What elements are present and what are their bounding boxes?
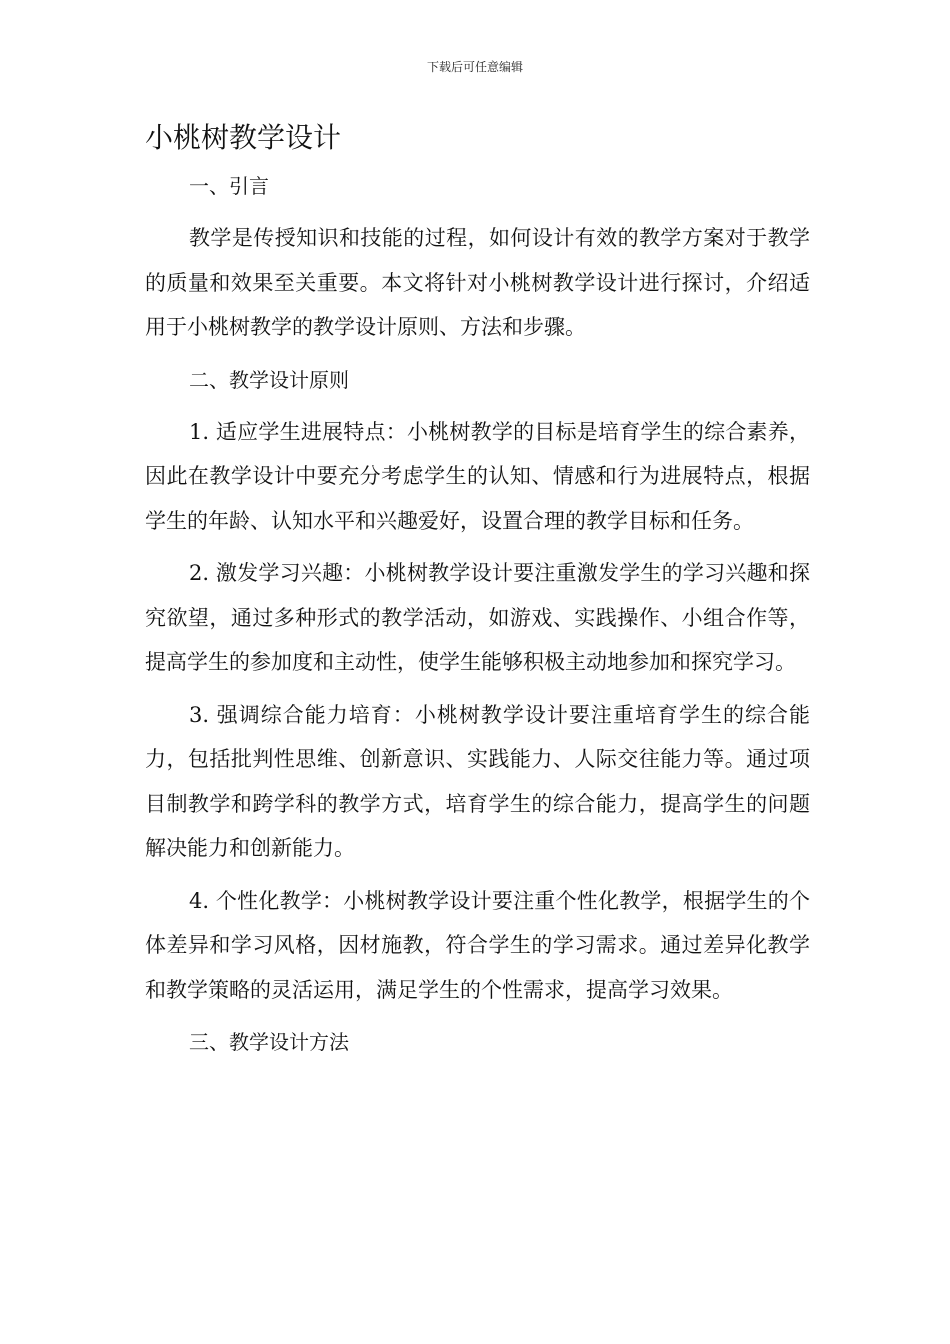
document-body — [145, 160, 810, 1072]
intro-paragraph: 教学是传授知识和技能的过程，如何设计有效的教学方案对于教学的质量和效果至关重要。本文将针对小桃树教学设计进行探讨，介绍适用于小桃树教学的教学设计原则、方法和步骤。 — [145, 226, 810, 339]
page-header-note: 下载后可任意编辑 — [426, 60, 523, 74]
section-heading-principles: 二、教学设计原则 — [189, 367, 349, 392]
section-heading-methods: 三、教学设计方法 — [189, 1030, 349, 1054]
principle-1-paragraph: 1. 适应学生进展特点：小桃树教学的目标是培育学生的综合素养，因此在教学设计中要充分考虑学生的认知、情感和行为进展特点，根据学生的年龄、认知水平和兴趣爱好，设置合理的教学目标和任务。 — [145, 419, 810, 533]
document-title: 小桃树教学设计 — [145, 121, 342, 154]
principle-3-paragraph: 3. 强调综合能力培育：小桃树教学设计要注重培育学生的综合能力，包括批判性思维、创新意识、实践能力、人际交往能力等。通过项目制教学和跨学科的教学方式，培育学生的综合能力，提高学生的问题解决能力和创新能力。 — [145, 702, 810, 860]
principle-4-paragraph: 4. 个性化教学：小桃树教学设计要注重个性化教学，根据学生的个体差异和学习风格，因材施教，符合学生的学习需求。通过差异化教学和教学策略的灵活运用，满足学生的个性需求，提高学习效果。 — [145, 888, 810, 1002]
principle-2-paragraph: 2. 激发学习兴趣：小桃树教学设计要注重激发学生的学习兴趣和探究欲望，通过多种形式的教学活动，如游戏、实践操作、小组合作等，提高学生的参加度和主动性，使学生能够积极主动地参加和探究学习。 — [145, 561, 810, 674]
section-heading-intro: 一、引言 — [189, 174, 269, 198]
